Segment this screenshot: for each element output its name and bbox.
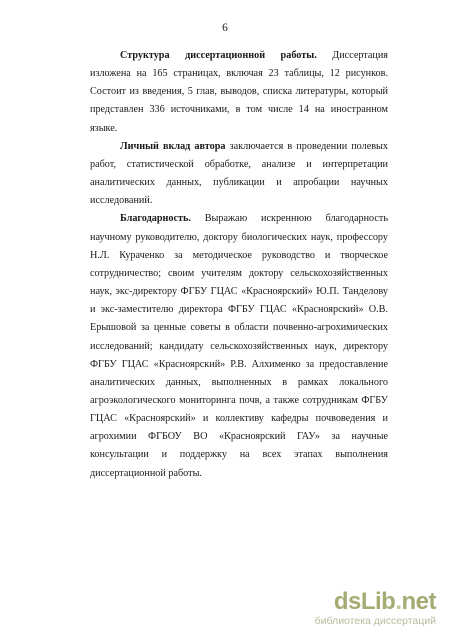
watermark-logo-main: dsLib xyxy=(333,588,396,615)
paragraph-structure xyxy=(90,47,388,138)
watermark-logo xyxy=(315,590,436,614)
paragraph-lead-structure: Структура диссертационной работы. xyxy=(120,50,317,61)
page-number: 6 xyxy=(222,22,228,34)
paragraph-lead-acknowledgement: Благодарность. xyxy=(120,213,191,225)
watermark-logo-tld: net xyxy=(401,588,436,615)
watermark-subtitle: библиотека диссертаций xyxy=(314,615,436,627)
paragraph-text-structure: Диссертация изложена на 165 страницах, включая 23 таблицы, 12 рисунков. Состоит из введения, 5 глав, выводов, списка литературы, который представлен 336 источниками, в том числе 14 на иностранном языке. xyxy=(90,50,388,134)
paragraph-text-acknowledgement: Выражаю искреннюю благодарность научному руководителю, доктору биологических наук, профессору Н.Л. Кураченко за методическое руководство и творческое сотрудничество; своим учителям доктору сельскохозяйственных наук, экс-директору ФГБУ ГЦАС «Красноярский» Ю.П. Танделову и экс-заместителю директора ФГБУ ГЦАС «Красноярский» О.В. Ерышовой за ценные советы в области почвенно-агрохимических исследований; кандидату сельскохозяйственных наук, директору ФГБУ ГЦАС «Красноярский» Р.В. Алхименко за предоставление аналитических данных, выполненных в рамках локального агроэкологического мониторинга почв, а также сотрудникам ФГБУ ГЦАС «Красноярский» и коллективу кафедры почвоведения и агрохимии ФГБОУ ВО «Красноярский ГАУ» за научные консультации и поддержку на всех этапах выполнения диссертационной работы. xyxy=(90,213,388,479)
paragraph-text-contribution: заключается в проведении полевых работ, статистической обработке, анализе и интерпретации аналитических данных, публикации и апробации научных исследований. xyxy=(90,140,388,207)
paragraph-contribution xyxy=(90,138,388,211)
paragraph-lead-contribution: Личный вклад автора xyxy=(120,140,226,152)
watermark-logo-dot: . xyxy=(395,588,402,615)
watermark xyxy=(315,590,436,627)
paragraph-acknowledgement xyxy=(90,210,388,482)
document-body xyxy=(90,47,388,483)
